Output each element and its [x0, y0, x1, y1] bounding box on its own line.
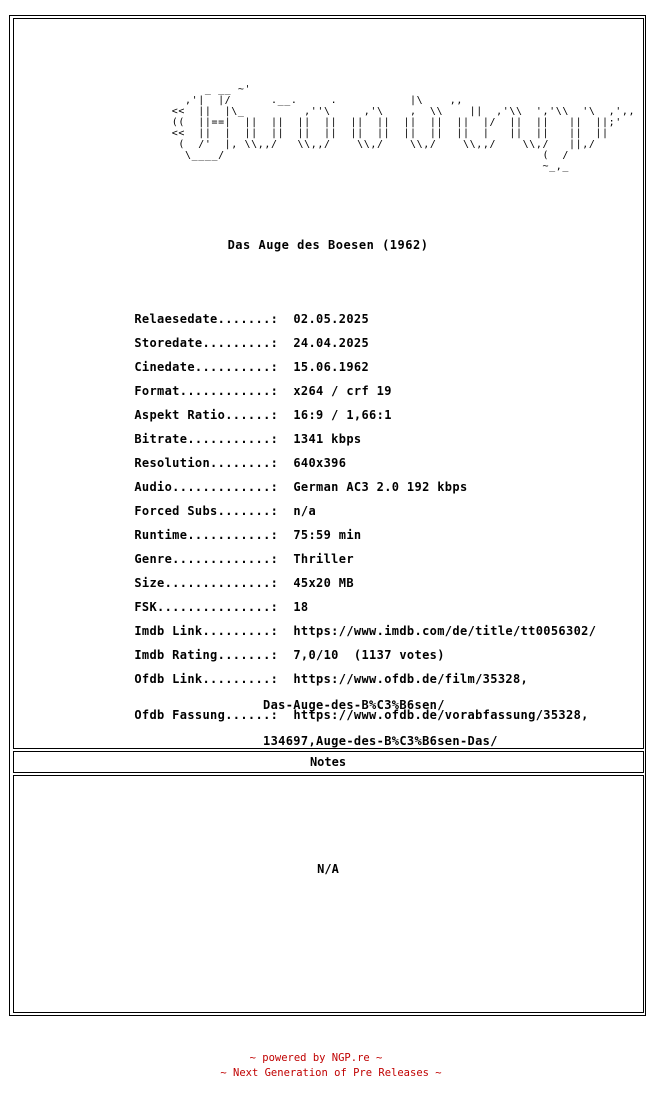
detail-key: Ofdb Fassung......: [134, 708, 279, 722]
detail-value: 02.05.2025 [293, 312, 370, 326]
ofdb-fassung-link[interactable]: https://www.ofdb.de/vorabfassung/35328, [293, 708, 589, 722]
detail-key: Genre.............: [134, 552, 279, 566]
detail-key: Runtime...........: [134, 528, 279, 542]
notes-box [13, 775, 644, 1013]
ofdb-link[interactable]: https://www.ofdb.de/film/35328, [293, 672, 529, 686]
detail-value: n/a [293, 504, 317, 518]
detail-value: 15.06.1962 [293, 360, 370, 374]
detail-value: 45x20 MB [293, 576, 354, 590]
detail-key: Bitrate...........: [134, 432, 279, 446]
detail-value: x264 / crf 19 [293, 384, 392, 398]
detail-key: Size..............: [134, 576, 279, 590]
detail-value: German AC3 2.0 192 kbps [293, 480, 468, 494]
detail-key: Audio.............: [134, 480, 279, 494]
imdb-link[interactable]: https://www.imdb.com/de/title/tt0056302/ [293, 624, 597, 638]
detail-key: Resolution........: [134, 456, 279, 470]
detail-value: 7,0/10 (1137 votes) [293, 648, 445, 662]
detail-key: Forced Subs.......: [134, 504, 279, 518]
footer-powered-by: ~ powered by NGP.re ~ [249, 1052, 383, 1064]
ascii-logo: _ __ ~' ,'| |/ .__. . |\ ,, << || |\_ ,''\ ,'\ , \\ || ,'\\ ','\\ '\ ,',, (( ||==| || || || || || || || || || |/ || || || ||;' << || | || || || || || || || || || | || || || || ( /' |, \\,,/ \\,,/ \\,/ \\,/ \\,,/ \\,/ ||,/ \____/ ( / ~_,_ [171, 84, 636, 172]
detail-value: 18 [293, 600, 309, 614]
detail-key: Relaesedate.......: [134, 312, 279, 326]
notes-content: N/A [317, 862, 339, 876]
detail-value: 16:9 / 1,66:1 [293, 408, 392, 422]
detail-key: FSK...............: [134, 600, 279, 614]
detail-value: 24.04.2025 [293, 336, 370, 350]
detail-key: Format............: [134, 384, 279, 398]
ofdb-fassung-link-continuation[interactable]: 134697,Auge-des-B%C3%B6sen-Das/ [263, 734, 498, 748]
detail-key: Imdb Rating.......: [134, 648, 279, 662]
release-title: Das Auge des Boesen (1962) [227, 238, 429, 252]
notes-heading: Notes [309, 755, 347, 769]
detail-key: Storedate.........: [134, 336, 279, 350]
detail-value: Thriller [293, 552, 354, 566]
ofdb-link-continuation[interactable]: Das-Auge-des-B%C3%B6sen/ [263, 698, 445, 712]
detail-key: Cinedate..........: [134, 360, 279, 374]
footer-tagline: ~ Next Generation of Pre Releases ~ [220, 1067, 442, 1079]
detail-key: Aspekt Ratio......: [134, 408, 279, 422]
detail-key: Ofdb Link.........: [134, 672, 279, 686]
detail-value: 75:59 min [293, 528, 362, 542]
detail-value: 1341 kbps [293, 432, 362, 446]
detail-key: Imdb Link.........: [134, 624, 279, 638]
detail-value: 640x396 [293, 456, 347, 470]
